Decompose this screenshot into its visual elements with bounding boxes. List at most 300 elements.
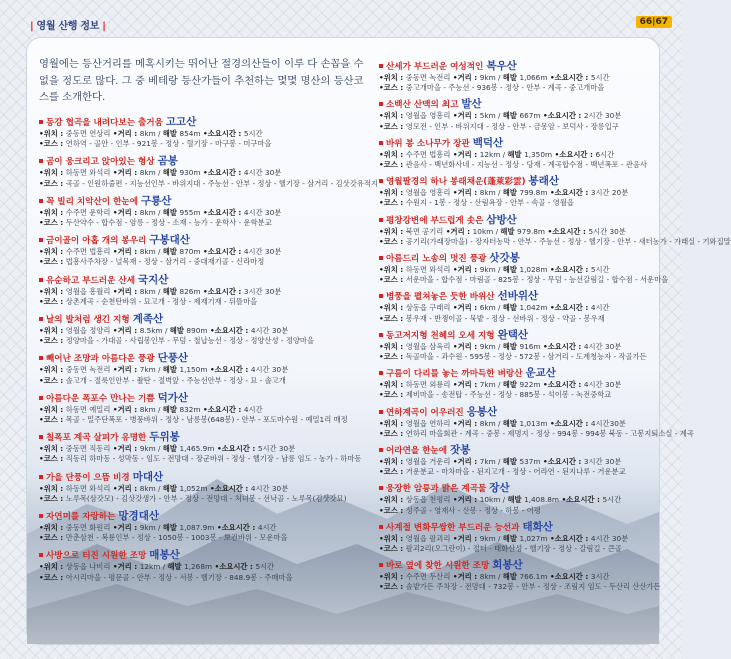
course-label: •코스 :: [379, 505, 406, 515]
altitude-label: 해발: [507, 149, 525, 159]
course-value: 만춘삼천 - 복룡인부 - 정상 - 1050봉 - 1003봉 - 보건바위 - 모운마을: [65, 533, 288, 543]
location-value: 하동면 외룡리: [405, 380, 451, 390]
mountain-info: [379, 572, 654, 582]
altitude-label: 해발: [162, 286, 180, 296]
mountain-tagline: 동강 협곡을 내려다보는 출거움: [46, 118, 163, 128]
mountain-entry: [39, 274, 369, 307]
location-label: •위치 :: [379, 303, 406, 313]
course-label: •코스 :: [39, 218, 66, 228]
course-value: 연하리 마을회관 - 계곡 - 중봉 - 제명지 - 정상 - 994봉 - 994봉 북동 - 고봉지퇴소실 - 계곡: [405, 428, 694, 438]
location-label: •위치 :: [39, 286, 66, 296]
mountain-course: [379, 390, 654, 400]
mountain-entry: [39, 234, 369, 267]
altitude-label: 해발: [502, 73, 520, 82]
course-label: •코스 :: [379, 544, 406, 554]
mountain-title: [39, 313, 369, 326]
location-value: 중동면 직동리: [65, 444, 111, 454]
mountain-entry: [379, 329, 654, 362]
mountain-title: [379, 482, 654, 495]
mountain-name: 덕가산: [157, 391, 189, 404]
mountain-course: [39, 257, 369, 267]
course-label: •코스 :: [39, 415, 66, 425]
mountain-name: 국지산: [138, 273, 169, 286]
mountain-tagline: 자연미를 자랑하는: [46, 512, 116, 523]
mountain-name: 잣봉: [450, 444, 471, 457]
mountain-info: [39, 444, 369, 454]
time-label: •소요시간 :: [540, 380, 584, 390]
location-label: •위치 :: [379, 418, 406, 428]
slash: /: [155, 404, 163, 414]
mountain-entry: [39, 116, 369, 149]
mountain-info: [379, 73, 654, 83]
course-label: •코스 :: [39, 454, 66, 464]
distance-label: •거리 :: [110, 129, 140, 138]
altitude-value: 1,465.9m: [179, 444, 215, 454]
distance-label: •거리 :: [450, 341, 480, 351]
mountain-title: [379, 290, 654, 303]
altitude-label: 해발: [502, 418, 520, 428]
mountain-info: [39, 365, 369, 375]
mountain-info: [379, 419, 654, 429]
altitude-label: 해발: [502, 533, 520, 543]
mountain-info: [39, 484, 369, 494]
location-label: •위치 :: [379, 533, 406, 543]
location-label: •위치 :: [379, 341, 406, 351]
mountain-entry: [379, 252, 669, 285]
altitude-label: 해발: [162, 247, 180, 257]
course-value: 팔괴2리(오그란이) - 절터 - 태화산성 - 헬기장 - 정상 - 갈림길 - 큰골: [405, 544, 622, 554]
distance-label: •거리 :: [110, 326, 140, 336]
mountain-name: 운교산: [525, 367, 556, 380]
time-label: •소요시간 :: [547, 265, 591, 275]
distance-label: •거리 :: [110, 404, 140, 414]
location-label: •위치 :: [379, 457, 406, 467]
location-label: •위치 :: [379, 188, 406, 198]
course-value: 성주골 - 영재사 - 산봉 - 정상 - 하봉 - 어평: [405, 505, 541, 515]
time-value: 4시간 30분: [243, 247, 282, 257]
mountain-course: [379, 544, 654, 554]
altitude-value: 537m: [519, 457, 541, 467]
time-label: •소요시간 :: [214, 523, 258, 533]
time-label: •소요시간 :: [200, 247, 244, 257]
mountain-tagline: 평창강변에 부드럽게 솟은: [386, 215, 484, 226]
distance-value: 8.5km: [139, 326, 163, 336]
distance-value: 10km: [472, 226, 494, 236]
time-value: 5시간 30분: [588, 226, 626, 236]
mountain-name: 구룡산: [141, 194, 172, 207]
location-value: 상동읍 구래리: [405, 303, 451, 313]
content-card: [27, 38, 731, 644]
slash: /: [155, 483, 163, 493]
slash: /: [155, 444, 163, 454]
mountain-course: [379, 467, 654, 477]
mountain-name: 선바위산: [497, 290, 539, 303]
altitude-label: 해발: [162, 444, 180, 454]
mountain-entry: [379, 367, 654, 400]
course-label: •코스 :: [379, 198, 406, 208]
altitude-value: 930m: [179, 168, 201, 178]
location-value: 중동면 녹전리: [405, 73, 451, 82]
slash: /: [495, 73, 503, 82]
time-label: •소요시간 :: [200, 404, 244, 414]
distance-value: 9km: [479, 265, 496, 275]
time-value: 5시간: [602, 495, 622, 505]
mountain-entry: [379, 98, 654, 131]
mountain-entry: [379, 444, 654, 477]
time-label: •소요시간 :: [200, 168, 244, 178]
mountain-name: 계족산: [132, 313, 164, 326]
slash: /: [162, 326, 170, 336]
location-value: 수주면 두산리: [405, 572, 451, 582]
time-value: 5시간: [243, 129, 263, 138]
mountain-name: 단풍산: [157, 352, 189, 365]
mountain-tagline: 산세가 부드러운 여성적인: [386, 62, 484, 72]
mountain-entry: [39, 431, 369, 464]
slash: /: [495, 341, 503, 351]
slash: /: [160, 562, 168, 572]
distance-label: •거리 :: [450, 495, 480, 505]
mountain-tagline: 연하계곡이 어우러진: [386, 407, 464, 418]
distance-value: 8km: [139, 247, 156, 257]
course-label: •코스 :: [39, 296, 66, 306]
location-label: •위치 :: [39, 365, 66, 375]
course-label: •코스 :: [39, 139, 66, 149]
distance-label: •거리 :: [110, 562, 140, 572]
time-value: 5시간: [590, 265, 610, 275]
course-value: 관음사 - 백년화사네 - 지능선 - 정상 - 당재 - 계곡합수점 - 백년폭포 - 관음사: [405, 160, 647, 170]
location-label: •위치 :: [379, 226, 406, 236]
course-label: •코스 :: [379, 313, 406, 323]
location-value: 영월읍 팔괴리: [405, 533, 451, 543]
altitude-label: 해발: [507, 495, 525, 505]
slash: /: [155, 247, 163, 257]
course-label: •코스 :: [379, 390, 406, 400]
slash: /: [155, 168, 163, 178]
location-label: •위치 :: [39, 129, 66, 138]
altitude-label: 해발: [502, 111, 520, 121]
course-label: •코스 :: [379, 275, 406, 285]
course-value: 수원지 - 1봉 - 정상 - 산림욕장 - 안부 - 속골 - 영월읍: [405, 198, 574, 208]
altitude-value: 799.8m: [519, 188, 548, 198]
altitude-label: 해발: [500, 226, 518, 236]
mountain-course: [379, 428, 694, 439]
course-label: •코스 :: [39, 178, 66, 188]
altitude-value: 922m: [519, 380, 541, 390]
mountain-info: [379, 495, 654, 505]
course-label: •코스 :: [379, 582, 406, 592]
mountain-tagline: 바위 봉 소나무가 장관: [386, 138, 470, 149]
mountain-info: [379, 380, 654, 390]
mountain-tagline: 웅장한 암릉과 맑은 계곡물: [386, 484, 487, 495]
mountain-course: [39, 139, 369, 149]
mountain-info: [379, 303, 654, 313]
altitude-label: 해발: [162, 483, 180, 493]
mountain-course: [39, 454, 369, 464]
mountain-course: [39, 533, 369, 543]
time-value: 2시간 30분: [583, 111, 622, 121]
slash: /: [495, 418, 503, 428]
altitude-value: 832m: [179, 404, 201, 414]
mountain-title: [39, 274, 369, 287]
time-value: 3시간 30분: [583, 457, 622, 467]
altitude-label: 해발: [502, 341, 520, 351]
location-value: 하동면 예밀리: [65, 404, 111, 414]
mountain-entry: [39, 392, 369, 425]
mountain-name: 장산: [489, 482, 510, 495]
course-value: 노루목(삼갓모) - 김삿갓생가 - 안부 - 정상 - 전망대 - 처녀봉 - 선낙골 - 노루목(김삿갓묘): [65, 493, 347, 503]
time-label: •소요시간 :: [214, 444, 258, 454]
altitude-value: 1,027m: [519, 533, 548, 543]
mountain-title: [39, 234, 369, 247]
time-value: 4시간: [590, 303, 610, 313]
altitude-label: 해발: [167, 562, 185, 572]
mountain-info: [39, 287, 369, 297]
mountain-name: 망경대산: [118, 510, 159, 523]
distance-value: 8km: [139, 168, 156, 178]
altitude-value: 1,042m: [519, 303, 548, 313]
distance-value: 8km: [139, 129, 156, 138]
mountain-entry: [39, 352, 369, 385]
slash: /: [155, 365, 163, 375]
altitude-value: 1,408.8m: [524, 495, 560, 505]
time-label: •소요시간 :: [559, 495, 603, 505]
mountain-info: [379, 457, 654, 467]
mountain-course: [39, 336, 369, 346]
location-label: •위치 :: [379, 572, 406, 582]
mountain-course: [379, 198, 654, 208]
time-label: •소요시간 :: [552, 149, 596, 159]
altitude-value: 766.1m: [519, 572, 548, 582]
slash: /: [495, 380, 503, 390]
distance-label: •거리 :: [443, 226, 473, 236]
mountain-info: [379, 342, 654, 352]
location-value: 하동면 와석리: [65, 483, 111, 493]
course-label: •코스 :: [379, 352, 406, 362]
mountain-entry: [39, 155, 378, 188]
altitude-label: 해발: [162, 207, 180, 217]
mountain-tagline: 꼭 빌리 치악산이 한눈에: [46, 196, 138, 207]
distance-label: •거리 :: [450, 418, 480, 428]
altitude-value: 870m: [179, 247, 201, 257]
time-value: 4시간 30분: [243, 207, 282, 217]
mountain-title: [379, 137, 654, 150]
location-value: 영월읍 흥월리: [65, 286, 111, 296]
time-label: •소요시간 :: [540, 111, 584, 121]
altitude-label: 해발: [162, 365, 180, 375]
altitude-value: 955m: [179, 207, 201, 217]
mountain-title: [379, 444, 654, 457]
course-value: 중고개마을 - 주능선 - 936봉 - 정상 - 안부 - 계곡 - 중고개마을: [405, 83, 605, 93]
mountain-info: [39, 208, 369, 218]
mountain-name: 고고산: [165, 116, 197, 128]
location-value: 하동면 와석리: [65, 168, 111, 178]
altitude-value: 1,268m: [184, 562, 213, 572]
slash: /: [155, 129, 163, 138]
course-label: •코스 :: [379, 160, 406, 170]
slash: /: [493, 226, 501, 236]
location-label: •위치 :: [379, 265, 406, 275]
time-value: 5시간: [255, 562, 275, 572]
altitude-label: 해발: [169, 326, 187, 336]
altitude-value: 979.8m: [517, 226, 546, 236]
altitude-label: 해발: [502, 265, 520, 275]
altitude-label: 해발: [502, 303, 520, 313]
course-value: 곡골 - 인원하줄편 - 지능선인부 - 바위지대 - 주능선 - 안부 - 정상 - 헬기장 - 삼거리 - 김삿갓유적지: [65, 178, 378, 188]
mountain-course: [39, 297, 369, 307]
time-value: 4시간 30분: [250, 365, 289, 375]
mountain-name: 마대산: [132, 470, 164, 483]
altitude-value: 1,013m: [519, 418, 548, 428]
mountain-course: [39, 376, 369, 386]
slash: /: [500, 149, 508, 159]
altitude-value: 890m: [186, 326, 208, 336]
mountain-entry: [379, 213, 731, 247]
course-value: 공기리(가래장마을) - 장자터농막 - 안부 - 주능선 - 정상 - 헬기장 - 안부 - 새터농가 - 가래실 - 기와집말: [405, 236, 731, 246]
course-label: •코스 :: [39, 533, 66, 543]
mountain-title: [39, 155, 369, 168]
distance-label: •거리 :: [110, 168, 140, 178]
distance-label: •거리 :: [450, 533, 480, 543]
altitude-value: 1,052m: [179, 483, 208, 493]
mountain-course: [379, 160, 654, 170]
location-value: 중동면 녹전리: [65, 365, 111, 375]
distance-value: 10km: [479, 495, 501, 505]
location-value: 수주면 법흥리: [405, 149, 451, 159]
course-label: •코스 :: [39, 257, 66, 267]
time-value: 4시간 30분: [250, 483, 289, 493]
distance-value: 8km: [479, 418, 496, 428]
course-value: 목골 - 밀주단폭포 - 병풍바위 - 정상 - 남릉봉(648봉) - 안부 - 포도마수원 - 예밀1리 매정: [65, 415, 348, 425]
time-label: •소요시간 :: [207, 483, 251, 493]
mountain-course: [379, 83, 654, 93]
course-label: •코스 :: [39, 493, 66, 503]
location-value: 하동면 와석리: [405, 265, 451, 275]
time-value: 4시간 30분: [583, 341, 622, 351]
mountain-info: [39, 247, 369, 257]
time-label: •소요시간 :: [547, 73, 591, 82]
distance-value: 12km: [139, 562, 161, 572]
distance-value: 8km: [139, 207, 156, 217]
mountain-entry: [379, 405, 694, 439]
altitude-value: 1,087.9m: [179, 523, 215, 533]
distance-label: •거리 :: [110, 444, 140, 454]
location-label: •위치 :: [379, 111, 406, 121]
course-value: 두산약수 - 합수점 - 암릉 - 정상 - 소재 - 능가 - 운학사 - 운학분교: [65, 218, 272, 228]
mountain-course: [39, 573, 369, 583]
mountain-tagline: 동고저지형 천혜의 오세 지형: [386, 330, 495, 341]
mountain-title: [39, 431, 369, 444]
course-value: 솔밭가든 주차장 - 전망대 - 732봉 - 안부 - 정상 - 조림지 임도 - 두산리 산산가든: [405, 582, 661, 592]
time-label: •소요시간 :: [212, 562, 256, 572]
distance-value: 9km: [139, 444, 156, 454]
distance-value: 8km: [139, 404, 156, 414]
slash: /: [495, 457, 503, 467]
location-value: 영월읍 삼옥리: [405, 341, 451, 351]
altitude-label: 해발: [502, 380, 520, 390]
mountain-tagline: 칠폭포 계곡 살피가 유명한: [46, 433, 147, 444]
distance-value: 7km: [479, 457, 496, 467]
course-label: •코스 :: [379, 83, 406, 93]
mountain-tagline: 사계절 변화무쌍한 부드러운 능선과: [386, 522, 520, 533]
mountain-title: [379, 329, 654, 342]
mountain-info: [379, 227, 654, 237]
location-value: 중동면 연상리: [65, 129, 111, 138]
distance-label: •거리 :: [450, 303, 480, 313]
mountain-title: [39, 392, 369, 405]
course-label: •코스 :: [39, 375, 66, 385]
distance-label: •거리 :: [110, 365, 140, 375]
time-label: •소요시간 :: [540, 457, 584, 467]
mountain-name: 봉래산: [528, 175, 559, 188]
mountain-tagline: 영월팔경의 하나 봉래채운(蓬萊彩雲): [386, 177, 526, 188]
distance-value: 7km: [479, 380, 496, 390]
location-value: 영월읍 연하리: [405, 418, 451, 428]
time-value: 4시간 30분: [590, 533, 629, 543]
location-label: •위치 :: [39, 326, 66, 336]
mountain-course: [379, 506, 654, 516]
distance-label: •거리 :: [450, 73, 480, 82]
time-label: •소요시간 :: [547, 572, 591, 582]
location-value: 북면 공기리: [405, 226, 444, 236]
mountain-info: [39, 523, 369, 533]
mountain-title: [39, 195, 369, 208]
section-label: | 영월 산행 정보 |: [30, 21, 106, 32]
time-value: 4시간 30분: [250, 326, 289, 336]
mountain-title: [379, 367, 654, 380]
distance-value: 12km: [479, 149, 501, 159]
distance-value: 8km: [139, 483, 156, 493]
altitude-label: 해발: [162, 129, 180, 138]
right-mountain-list: [379, 60, 731, 598]
altitude-label: 해발: [162, 404, 180, 414]
time-value: 4시간: [257, 523, 277, 533]
distance-value: 9km: [479, 341, 496, 351]
mountain-title: [379, 60, 654, 73]
slash: /: [495, 111, 503, 121]
mountain-tagline: 어라연을 한눈에: [386, 446, 448, 457]
distance-value: 9km: [479, 533, 496, 543]
altitude-value: 1,150m: [179, 365, 208, 375]
distance-label: •거리 :: [450, 265, 480, 275]
mountain-entry: [379, 521, 654, 554]
distance-value: 8km: [479, 572, 496, 582]
time-label: •소요시간 :: [547, 303, 591, 313]
mountain-course: [379, 314, 654, 324]
mountain-name: 매봉산: [149, 549, 180, 562]
slash: /: [495, 303, 503, 313]
distance-label: •거리 :: [450, 380, 480, 390]
left-mountain-list: [39, 116, 378, 589]
time-value: 3시간 20분: [590, 188, 629, 198]
mountain-entry: [39, 549, 369, 582]
mountain-name: 응봉산: [466, 405, 498, 418]
time-label: •소요시간 :: [200, 129, 244, 138]
location-label: •위치 :: [39, 444, 66, 454]
mountain-name: 백덕산: [472, 136, 504, 149]
mountain-info: [379, 265, 654, 275]
distance-label: •거리 :: [450, 111, 480, 121]
mountain-entry: [39, 510, 369, 543]
course-value: 법흥사주차장 - 널목재 - 정상 - 삼거리 - 중대재기골 - 신라마정: [65, 257, 265, 267]
altitude-value: 667m: [519, 111, 541, 121]
mountain-name: 태화산: [522, 520, 553, 533]
mountain-course: [379, 236, 731, 247]
mountain-title: [379, 559, 654, 572]
distance-label: •거리 :: [450, 457, 480, 467]
altitude-label: 해발: [502, 188, 520, 198]
distance-value: 8km: [479, 188, 496, 198]
mountain-tagline: 병풍을 펼쳐놓은 듯한 바위산: [386, 292, 495, 303]
